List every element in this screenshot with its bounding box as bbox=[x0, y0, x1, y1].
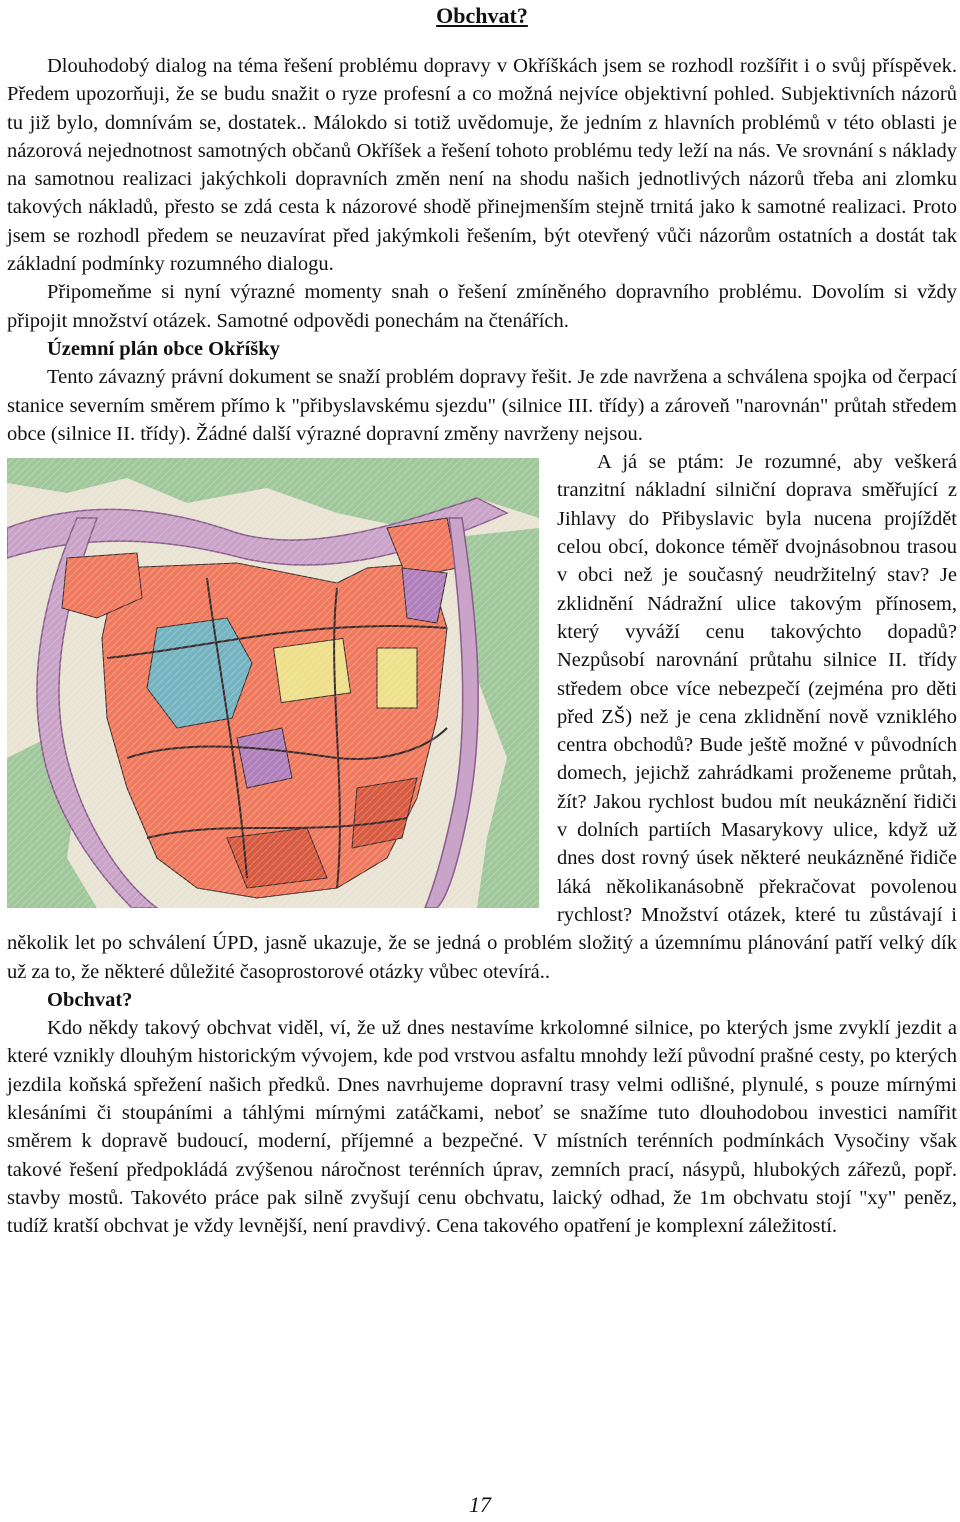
map-purple-zone-2 bbox=[237, 728, 292, 788]
article-title: Obchvat? bbox=[436, 3, 528, 28]
paragraph-moments: Připomeňme si nyní výrazné momenty snah o řešení zmíněného dopravního problému. Dovolím si vždy připojit množství otázek. Samotné odpovědi ponechám na čtenářích. bbox=[7, 281, 957, 332]
page-number: 17 bbox=[469, 1492, 491, 1517]
paragraph-questions: A já se ptám: Je rozumné, aby veškerá tranzitní nákladní silniční doprava směřující z Jihlavy do Přibyslavic byla nucena projíždět celou obcí, dokonce téměř dvojnásobnou trasou v obci než je současný neudržitelný stav? Je zklidnění Nádražní ulice takovým přínosem, který vyváží cenu takovýchto dopadů? Nezpůsobí narovnání průtahu silnice II. třídy středem obce více nebezpečí (zejména pro děti před ZŠ) než je cena zklidnění nově vzniklého centra obchodů? Bude ještě možné v původních domech, jejichž zahrádkami proženeme průtah, žít? Jakou rychlost budou mít neukáznění řidiči v dolních partiích Masarykovy ulice, když už dnes dost rovný úsek některé neukázněné řidiče láká několikanásobně překračovat povolenou rychlost? Množství otázek, které tu zůstávají i několik let po schválení ÚPD, jasně ukazuje, že se jedná o problém složitý a územnímu plánování patří velký dík už za to, že některé důležité časoprostorové otázky vůbec otevírá.. bbox=[7, 451, 957, 983]
map-sport-field-2 bbox=[377, 648, 417, 708]
paragraph-land-plan: Tento závazný právní dokument se snaží problém dopravy řešit. Je zde navržena a schválena spojka od čerpací stanice severním směrem přímo k "přibyslavskému sjezdu" (silnice III. třídy) a zároveň "narovnán" průtah středem obce (silnice II. třídy). Žádné další výrazné dopravní změny navrženy nejsou. bbox=[7, 366, 957, 445]
section-heading-bypass: Obchvat? bbox=[47, 988, 133, 1011]
paragraph-bypass: Kdo někdy takový obchvat viděl, ví, že už dnes nestavíme krkolomné silnice, po kterých jsme zvyklí jezdit a které vznikly dlouhým historickým vývojem, kde pod vrstvou asfaltu mnohdy leží původní prašné cesty, po kterých jezdila koňská spřežení našich předků. Dnes navrhujeme dopravní trasy velmi odlišné, plynulé, s pouze mírnými klesáními či stoupáními a táhlými mírnými zatáčkami, neboť se snažíme tuto dlouhodobou investici namířit směrem k dopravě budoucí, moderní, příjemné a bezpečné. V místních terénních podmínkách Vysočiny však takové řešení předpokládá zvýšenou náročnost terénních úprav, zemních prací, násypů, hlubokých zářezů, popř. stavby mostů. Takovéto práce pak silně zvyšují cenu obchvatu, laický odhad, že 1m obchvatu stojí "xy" peněz, tudíž kratší obchvat je vždy levnější, není pravdivý. Cena takového opatření je komplexní záležitostí. bbox=[7, 1017, 957, 1238]
paragraph-intro: Dlouhodobý dialog na téma řešení problému dopravy v Okříškách jsem se rozhodl rozšířit i o svůj příspěvek. Předem upozorňuji, že se budu snažit o ryze profesní a co možná nejvíce objektivní pohled. Subjektivních názorů tu již bylo, domnívám se, dostatek.. Málokdo si totiž uvědomuje, že jedním z hlavních problémů v této oblasti je názorová nejednotnost samotných občanů Okříšek a řešení tohoto problému tedy leží na nás. Ve srovnání s náklady na samotnou realizaci jakýchkoli dopravních změn není na shodu našich jednotlivých názorů třeba ani zlomku takových nákladů, přesto se zdá cesta k názorové shodě přinejmenším stejně trnitá jako k samotné realizaci. Proto jsem se rozhodl předem se neuzavírat před jakýmkoli řešením, být otevřený vůči názorům ostatních a dostát tak základní podmínky rozumného dialogu. bbox=[7, 55, 957, 276]
section-heading-land-plan: Územní plán obce Okříšky bbox=[47, 337, 280, 360]
land-plan-map bbox=[7, 458, 539, 908]
land-plan-map-image bbox=[7, 458, 539, 908]
document-page bbox=[7, 0, 957, 1240]
